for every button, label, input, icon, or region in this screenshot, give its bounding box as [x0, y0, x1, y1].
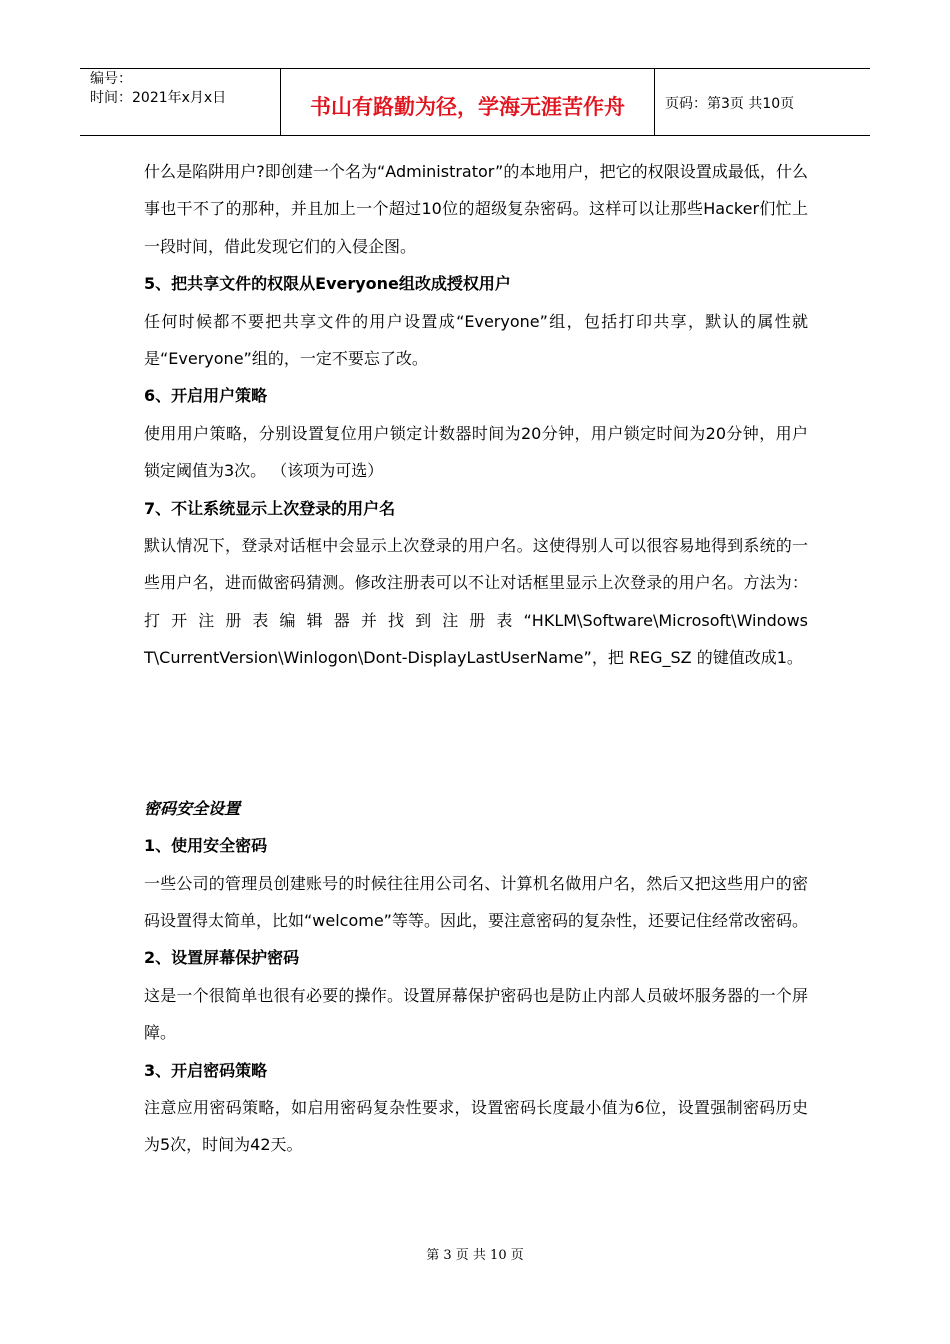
body-paragraph: 任何时候都不要把共享文件的用户设置成“Everyone”组，包括打印共享，默认的属性就是“Everyone”组的，一定不要忘了改。 [144, 311, 808, 369]
section-heading: 3、开启密码策略 [144, 1060, 268, 1080]
document-body [144, 153, 808, 1164]
body-paragraph: 这是一个很简单也很有必要的操作。设置屏幕保护密码也是防止内部人员破坏服务器的一个屏障。 [144, 985, 808, 1043]
section-heading: 7、不让系统显示上次登录的用户名 [144, 498, 396, 518]
blank-space [144, 677, 808, 790]
section-heading: 2、设置屏幕保护密码 [144, 948, 300, 968]
body-paragraph: 什么是陷阱用户?即创建一个名为“Administrator”的本地用户，把它的权限设置成最低，什么事也干不了的那种，并且加上一个超过10位的超级复杂密码。这样可以让那些Hacker们忙上一段时间，借此发现它们的入侵企图。 [144, 162, 808, 256]
password-section-title: 密码安全设置 [144, 798, 241, 818]
header-motto: 书山有路勤为径，学海无涯苦作舟 [281, 69, 655, 135]
section-heading: 6、开启用户策略 [144, 386, 268, 406]
header-info-cell [80, 69, 281, 135]
header-page-info: 页码：第3页 共10页 [665, 96, 795, 112]
body-paragraph: 注意应用密码策略，如启用密码复杂性要求，设置密码长度最小值为6位，设置强制密码历史为5次，时间为42天。 [144, 1097, 808, 1155]
document-date-label: 时间：2021年x月x日 [90, 90, 227, 106]
section-heading: 5、把共享文件的权限从Everyone组改成授权用户 [144, 274, 511, 294]
page-header [80, 68, 870, 136]
body-paragraph: 一些公司的管理员创建账号的时候往往用公司名、计算机名做用户名，然后又把这些用户的密码设置得太简单，比如“welcome”等等。因此，要注意密码的复杂性，还要记住经常改密码。 [144, 873, 808, 930]
document-number-label: 编号： [90, 71, 132, 87]
page-footer: 第 3 页 共 10 页 [426, 1248, 524, 1263]
body-paragraph: 使用用户策略，分别设置复位用户锁定计数器时间为20分钟，用户锁定时间为20分钟，用户锁定阈值为3次。 （该项为可选） [144, 423, 808, 481]
section-heading: 1、使用安全密码 [144, 836, 268, 856]
body-paragraph: 默认情况下，登录对话框中会显示上次登录的用户名。这使得别人可以很容易地得到系统的一些用户名，进而做密码猜测。修改注册表可以不让对话框里显示上次登录的用户名。方法为：打开注册表编辑器并找到注册表“HKLM\Software\Microsoft\Windows T\CurrentVersion\Winlogon\Dont-DisplayLastUserName”，把 REG_SZ 的键值改成1。 [144, 536, 808, 668]
